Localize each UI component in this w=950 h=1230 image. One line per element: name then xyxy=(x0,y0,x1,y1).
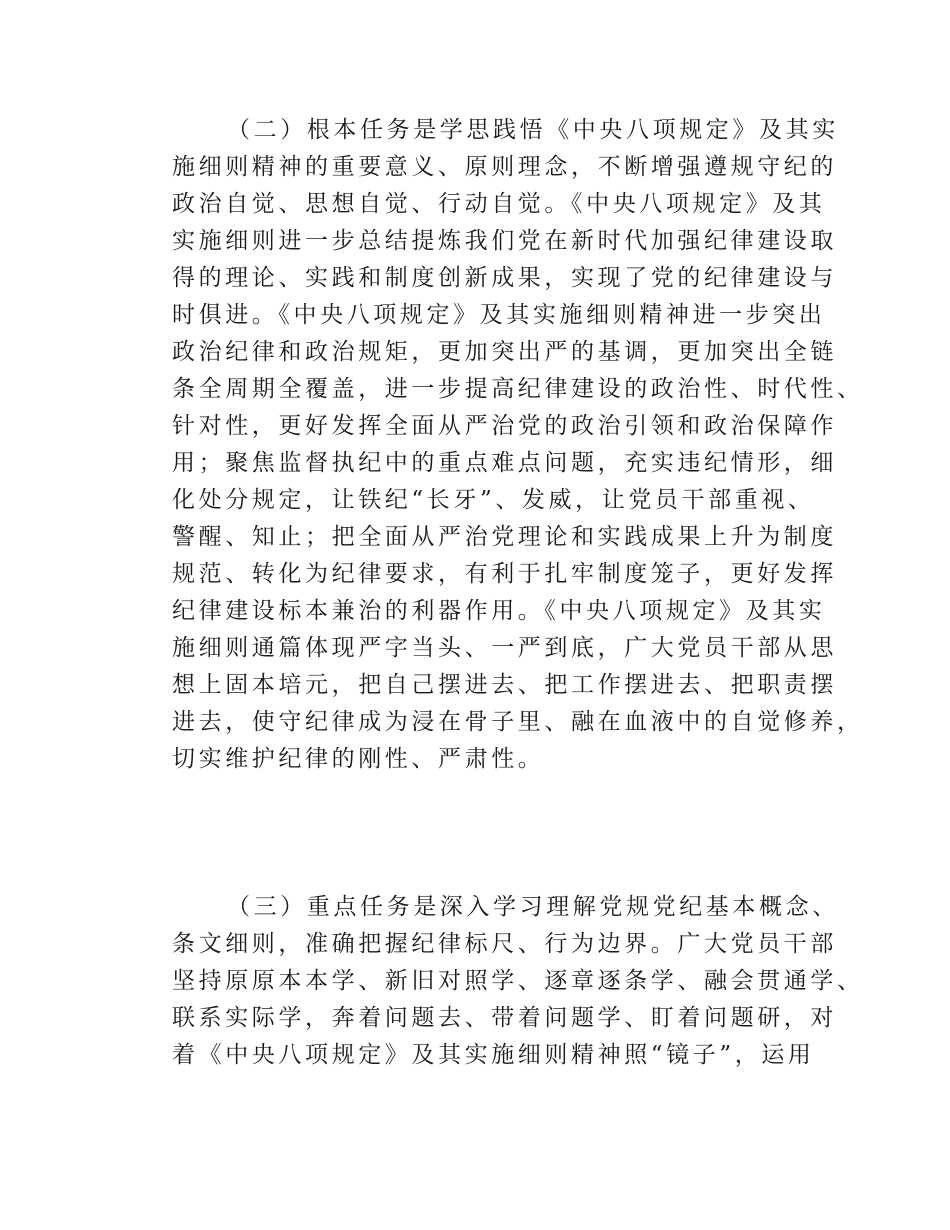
text-line: 用；聚焦监督执纪中的重点难点问题，充实违纪情形，细 xyxy=(172,450,837,476)
text-line: 联系实际学，奔着问题去、带着问题学、盯着问题研，对 xyxy=(172,1005,837,1031)
text-line: 条文细则，准确把握纪律标尺、行为边界。广大党员干部 xyxy=(172,931,837,957)
text-line: 想上固本培元，把自己摆进去、把工作摆进去、把职责摆 xyxy=(172,672,837,698)
text-line: 施细则精神的重要意义、原则理念，不断增强遵规守纪的 xyxy=(172,154,837,180)
text-line: 实施细则进一步总结提炼我们党在新时代加强纪律建设取 xyxy=(172,228,837,254)
paragraph-task-three xyxy=(172,889,864,1074)
text-line: 政治纪律和政治规矩，更加突出严的基调，更加突出全链 xyxy=(172,339,837,365)
text-line: 坚持原原本本学、新旧对照学、逐章逐条学、融会贯通学、 xyxy=(172,968,864,994)
text-line: 化处分规定，让铁纪“长牙”、发威，让党员干部重视、 xyxy=(172,487,815,513)
text-line: 规范、转化为纪律要求，有利于扎牢制度笼子，更好发挥 xyxy=(172,561,837,587)
text-line: 着《中央八项规定》及其实施细则精神照“镜子”，运用 xyxy=(172,1042,815,1068)
text-line: （二）根本任务是学思践悟《中央八项规定》及其实 xyxy=(227,117,839,143)
text-line: 条全周期全覆盖，进一步提高纪律建设的政治性、时代性、 xyxy=(172,376,864,402)
text-line: 施细则通篇体现严字当头、一严到底，广大党员干部从思 xyxy=(172,635,837,661)
text-line: 切实维护纪律的刚性、严肃性。 xyxy=(172,746,545,772)
text-line: 针对性，更好发挥全面从严治党的政治引领和政治保障作 xyxy=(172,413,837,439)
text-line: 政治自觉、思想自觉、行动自觉。《中央八项规定》及其 xyxy=(172,191,826,217)
text-line: 纪律建设标本兼治的利器作用。《中央八项规定》及其实 xyxy=(172,598,826,624)
paragraph-task-two xyxy=(172,112,864,778)
text-line: 进去，使守纪律成为浸在骨子里、融在血液中的自觉修养， xyxy=(172,709,864,735)
text-line: 得的理论、实践和制度创新成果，实现了党的纪律建设与 xyxy=(172,265,837,291)
text-line: 时俱进。《中央八项规定》及其实施细则精神进一步突出 xyxy=(172,302,826,328)
text-line: 警醒、知止；把全面从严治党理论和实践成果上升为制度 xyxy=(172,524,837,550)
text-line: （三）重点任务是深入学习理解党规党纪基本概念、 xyxy=(227,894,839,920)
